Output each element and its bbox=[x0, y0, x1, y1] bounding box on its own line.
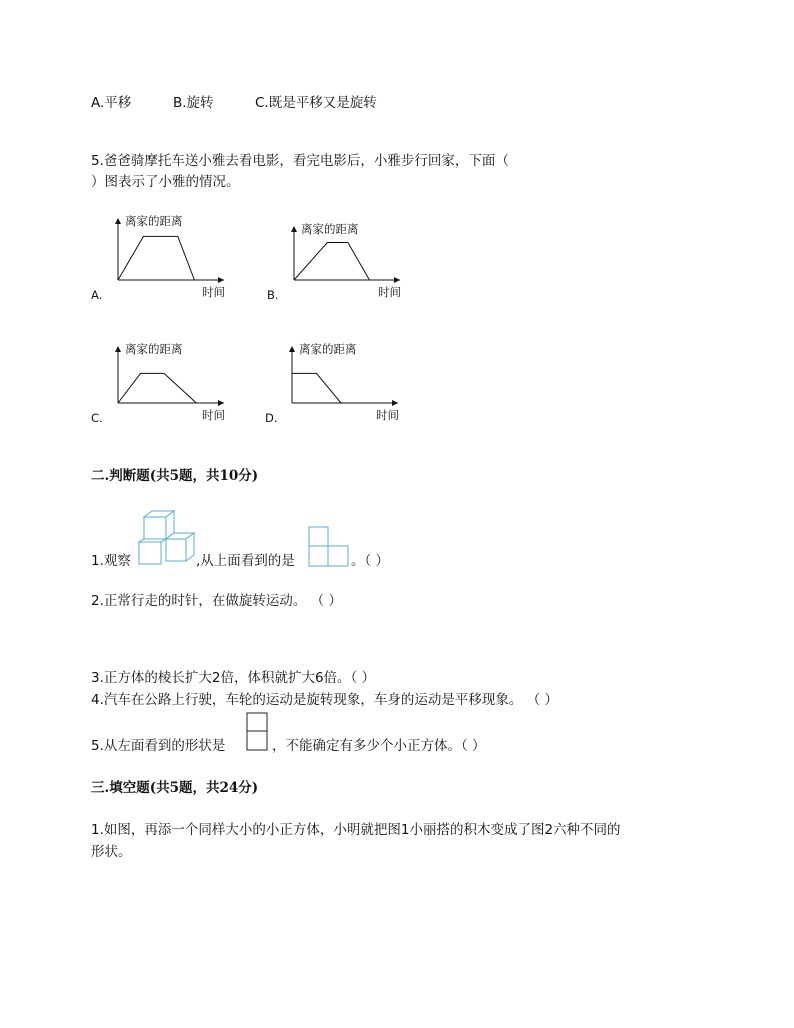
option-label: C. bbox=[91, 411, 103, 425]
option-label: B. bbox=[267, 288, 279, 302]
x-axis-arrow bbox=[218, 400, 224, 406]
fill-q1-line2: 形状。 bbox=[91, 844, 132, 860]
judge-q1-text-a: 1.观察 bbox=[91, 553, 131, 569]
cube-stack-figure bbox=[136, 509, 194, 571]
y-axis-arrow bbox=[291, 226, 297, 232]
y-axis-arrow bbox=[115, 218, 121, 224]
section3-title: 三.填空题(共5题，共24分) bbox=[91, 780, 259, 796]
judge-q5-text-a: 5.从左面看到的形状是 bbox=[91, 738, 226, 754]
top-view-figure bbox=[308, 526, 350, 568]
section2-title: 二.判断题(共5题，共10分) bbox=[91, 468, 259, 484]
judge-q2-text: 2.正常行走的时针，在做旋转运动。 （ ） bbox=[91, 593, 342, 609]
x-axis-arrow bbox=[392, 400, 398, 406]
y-axis-label: 离家的距离 bbox=[125, 214, 183, 228]
q5-text-line2: ）图表示了小雅的情况。 bbox=[91, 174, 240, 190]
option-a: A.平移 bbox=[91, 95, 132, 111]
y-axis-label: 离家的距离 bbox=[125, 342, 183, 356]
q5-text-line1: 5.爸爸骑摩托车送小雅去看电影，看完电影后，小雅步行回家，下面（ bbox=[91, 153, 509, 169]
y-axis-arrow bbox=[115, 346, 121, 352]
x-axis-arrow bbox=[218, 277, 224, 283]
option-c: C.既是平移又是旋转 bbox=[255, 95, 377, 111]
option-b: B.旋转 bbox=[173, 95, 214, 111]
x-axis-arrow bbox=[394, 277, 400, 283]
x-axis-label: 时间 bbox=[378, 285, 401, 299]
graph-c bbox=[88, 338, 238, 428]
option-label: A. bbox=[91, 288, 103, 302]
graph-d bbox=[262, 338, 412, 428]
distance-line bbox=[292, 373, 341, 403]
left-view-figure bbox=[246, 712, 270, 752]
distance-line bbox=[294, 243, 369, 280]
fill-q1-line1: 1.如图，再添一个同样大小的小正方体，小明就把图1小丽搭的积木变成了图2六种不同的 bbox=[91, 822, 621, 838]
judge-q4-text: 4.汽车在公路上行驶，车轮的运动是旋转现象，车身的运动是平移现象。 （ ） bbox=[91, 692, 558, 708]
x-axis-label: 时间 bbox=[202, 408, 225, 422]
judge-q1-text-c: 。（ ） bbox=[351, 553, 390, 569]
y-axis-label: 离家的距离 bbox=[301, 222, 359, 236]
graph-b bbox=[264, 218, 414, 305]
graph-a bbox=[88, 210, 238, 305]
y-axis-label: 离家的距离 bbox=[299, 342, 357, 356]
judge-q3-text: 3.正方体的棱长扩大2倍，体积就扩大6倍。（ ） bbox=[91, 670, 376, 686]
judge-q1-text-b: ,从上面看到的是 bbox=[196, 553, 295, 569]
x-axis-label: 时间 bbox=[202, 285, 225, 299]
distance-line bbox=[118, 236, 194, 280]
y-axis-arrow bbox=[289, 346, 295, 352]
option-label: D. bbox=[265, 411, 278, 425]
x-axis-label: 时间 bbox=[376, 408, 399, 422]
judge-q5-text-b: ，不能确定有多少个小正方体。（ ） bbox=[272, 738, 486, 754]
distance-line bbox=[118, 373, 196, 403]
